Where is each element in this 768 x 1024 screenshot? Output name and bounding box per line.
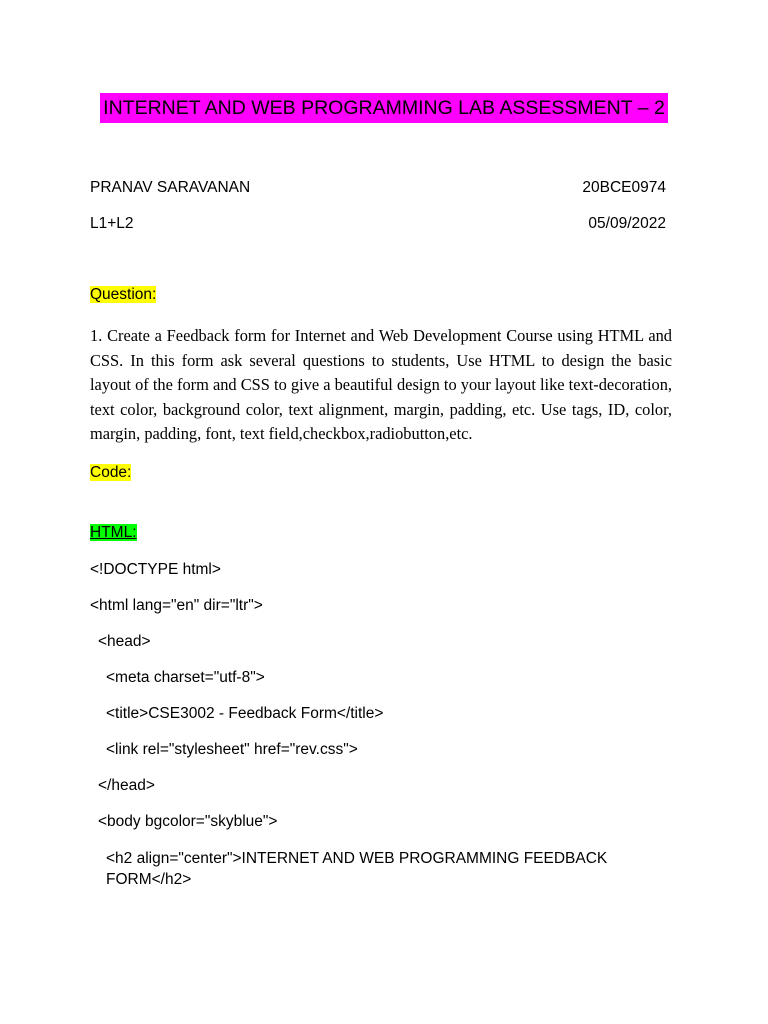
code-line: <h2 align="center">INTERNET AND WEB PROGRAMMING FEEDBACK FORM</h2> [106,850,612,888]
question-label: Question: [90,286,157,303]
code-line: <!DOCTYPE html> [90,561,221,578]
title-wrapper [0,93,768,123]
question-heading [90,284,156,306]
code-line: <head> [98,633,151,650]
slot-date-row [90,214,666,234]
document-title: INTERNET AND WEB PROGRAMMING LAB ASSESSMENT – 2 [100,93,668,123]
student-name: PRANAV SARAVANAN [90,179,251,196]
code-heading [90,462,131,484]
html-heading [90,522,137,544]
code-line: <link rel="stylesheet" href="rev.css"> [106,741,358,758]
lab-slot: L1+L2 [90,215,134,232]
code-block [90,560,680,890]
registration-number: 20BCE0974 [582,179,666,196]
html-label: HTML: [90,524,137,541]
code-line: <body bgcolor="skyblue"> [98,813,278,830]
code-line: </head> [98,777,155,794]
code-line: <html lang="en" dir="ltr"> [90,597,263,614]
code-label: Code: [90,464,132,481]
student-info-row [90,178,666,198]
code-line: <title>CSE3002 - Feedback Form</title> [106,705,384,722]
submission-date: 05/09/2022 [588,215,666,232]
code-line: <meta charset="utf-8"> [106,669,265,686]
question-text: 1. Create a Feedback form for Internet and Web Development Course using HTML and CSS. In this form ask several questions to students, Use HTML to design the basic layout of the form and CSS to give a beautiful design to your layout like text-decoration, text color, background color, text alignment, margin, padding, etc. Use tags, ID, color, margin, padding, font, text field,checkbox,radiobutton,etc. [90,326,672,443]
